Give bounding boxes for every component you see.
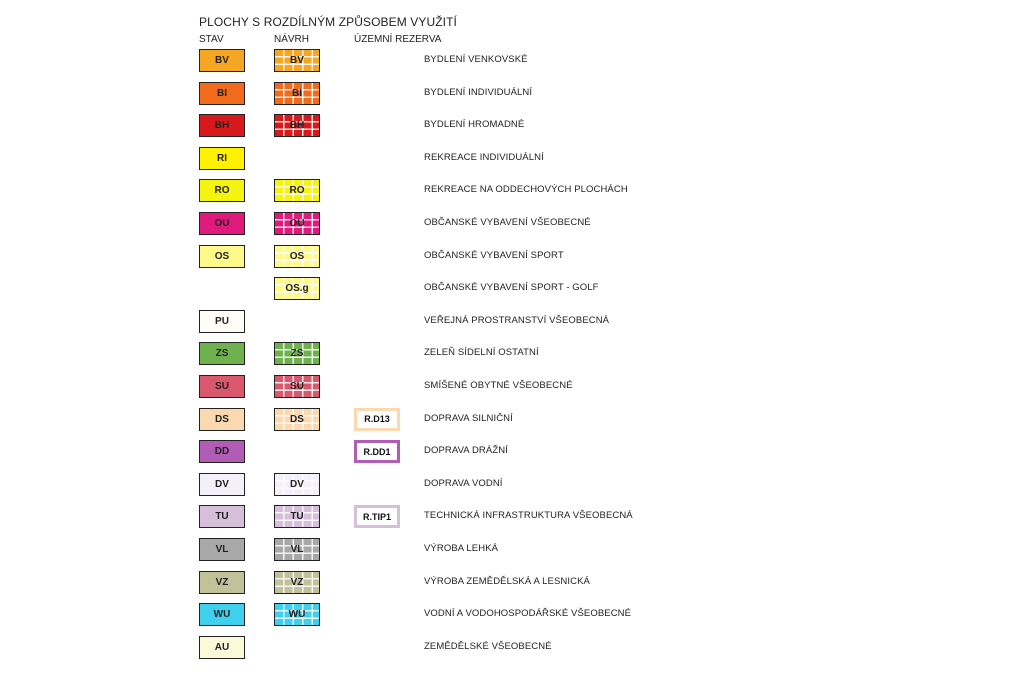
swatch-stav-label: AU xyxy=(214,641,230,653)
legend-row xyxy=(0,82,1024,106)
swatch-navrh-label: OS.g xyxy=(285,283,309,295)
legend-description: REKREACE NA ODDECHOVÝCH PLOCHÁCH xyxy=(424,184,628,196)
swatch-stav xyxy=(199,505,245,528)
swatch-stav-label: DV xyxy=(215,478,229,490)
legend-description: OBČANSKÉ VYBAVENÍ SPORT xyxy=(424,249,564,261)
swatch-navrh xyxy=(274,473,320,496)
swatch-stav-label: PU xyxy=(215,315,229,327)
swatch-navrh xyxy=(274,49,320,72)
swatch-stav-label: VL xyxy=(215,544,229,555)
swatch-rezerva xyxy=(354,440,400,463)
swatch-stav-label: TU xyxy=(215,511,229,523)
legend-description: ZEMĚDĚLSKÉ VŠEOBECNÉ xyxy=(424,640,552,652)
legend-description: SMÍŠENÉ OBYTNÉ VŠEOBECNÉ xyxy=(424,380,573,391)
legend-description: VÝROBA LEHKÁ xyxy=(424,543,499,554)
swatch-stav-label: OS xyxy=(214,250,230,262)
legend-row xyxy=(0,277,1024,301)
swatch-stav xyxy=(199,179,245,202)
swatch-navrh xyxy=(274,82,320,105)
swatch-rezerva-label: R.D13 xyxy=(364,414,390,425)
swatch-navrh-label: DV xyxy=(290,478,304,490)
swatch-stav xyxy=(199,147,245,170)
swatch-navrh-label: DS xyxy=(290,413,304,425)
swatch-navrh xyxy=(274,375,320,398)
swatch-stav-label: VZ xyxy=(215,576,229,588)
swatch-stav xyxy=(199,245,245,268)
swatch-navrh-label: OU xyxy=(289,218,305,229)
swatch-rezerva xyxy=(354,505,400,528)
legend-row xyxy=(0,603,1024,627)
swatch-navrh-label: ZS xyxy=(290,348,304,360)
legend-row xyxy=(0,538,1024,562)
swatch-navrh xyxy=(274,179,320,202)
swatch-navrh-label: RO xyxy=(289,185,305,197)
legend-description: BYDLENÍ VENKOVSKÉ xyxy=(424,54,528,65)
legend-description: OBČANSKÉ VYBAVENÍ VŠEOBECNÉ xyxy=(424,217,591,228)
legend-row xyxy=(0,636,1024,660)
legend-title: PLOCHY S ROZDÍLNÝM ZPŮSOBEM VYUŽITÍ xyxy=(199,15,457,29)
swatch-navrh-label: VL xyxy=(290,544,304,555)
swatch-stav-label: SU xyxy=(215,381,229,392)
column-header-navrh: NÁVRH xyxy=(274,34,310,45)
legend-row xyxy=(0,342,1024,366)
swatch-navrh xyxy=(274,538,320,561)
swatch-stav xyxy=(199,571,245,594)
swatch-stav-label: BI xyxy=(217,87,227,99)
legend-row xyxy=(0,505,1024,529)
swatch-stav-label: DS xyxy=(215,413,229,425)
swatch-stav xyxy=(199,538,245,561)
swatch-stav-label: RI xyxy=(217,152,227,164)
legend-row xyxy=(0,310,1024,334)
legend-description: BYDLENÍ HROMADNÉ xyxy=(424,119,525,131)
swatch-navrh xyxy=(274,603,320,626)
column-header-rezerva: ÚZEMNÍ REZERVA xyxy=(354,34,442,45)
swatch-stav xyxy=(199,212,245,235)
legend-description: VEŘEJNÁ PROSTRANSTVÍ VŠEOBECNÁ xyxy=(424,314,610,326)
swatch-navrh-label: BI xyxy=(292,87,302,99)
swatch-rezerva-label: R.DD1 xyxy=(363,446,391,457)
swatch-navrh xyxy=(274,277,320,300)
swatch-stav xyxy=(199,310,245,333)
swatch-stav xyxy=(199,342,245,365)
legend-description: REKREACE INDIVIDUÁLNÍ xyxy=(424,151,544,163)
legend-row xyxy=(0,473,1024,497)
swatch-stav xyxy=(199,49,245,72)
legend-description: VODNÍ A VODOHOSPODÁŘSKÉ VŠEOBECNÉ xyxy=(424,608,632,620)
swatch-navrh-label: VZ xyxy=(290,576,304,588)
swatch-stav-label: WU xyxy=(213,609,231,621)
legend-row xyxy=(0,375,1024,399)
swatch-navrh xyxy=(274,114,320,137)
swatch-navrh xyxy=(274,245,320,268)
legend-description: ZELEŇ SÍDELNÍ OSTATNÍ xyxy=(424,347,539,359)
swatch-navrh-label: SU xyxy=(290,381,304,392)
legend-row xyxy=(0,147,1024,171)
legend-row xyxy=(0,571,1024,595)
swatch-stav xyxy=(199,603,245,626)
swatch-stav xyxy=(199,375,245,398)
legend-row xyxy=(0,245,1024,269)
swatch-stav-label: BH xyxy=(214,120,230,132)
swatch-stav xyxy=(199,440,245,463)
legend-row xyxy=(0,179,1024,203)
legend-description: DOPRAVA SILNIČNÍ xyxy=(424,412,513,424)
swatch-stav-label: ZS xyxy=(215,348,229,360)
swatch-stav xyxy=(199,473,245,496)
legend-row xyxy=(0,114,1024,138)
swatch-stav xyxy=(199,82,245,105)
legend-description: TECHNICKÁ INFRASTRUKTURA VŠEOBECNÁ xyxy=(424,510,633,522)
swatch-navrh xyxy=(274,212,320,235)
swatch-navrh-label: BH xyxy=(289,120,305,132)
legend-description: BYDLENÍ INDIVIDUÁLNÍ xyxy=(424,86,533,98)
legend-description: OBČANSKÉ VYBAVENÍ SPORT - GOLF xyxy=(424,282,599,294)
legend-row xyxy=(0,49,1024,73)
swatch-stav xyxy=(199,408,245,431)
swatch-rezerva-label: R.TIP1 xyxy=(362,511,391,522)
swatch-stav-label: OU xyxy=(214,218,230,229)
swatch-navrh xyxy=(274,505,320,528)
swatch-stav-label: RO xyxy=(214,185,230,197)
swatch-rezerva xyxy=(354,408,400,431)
swatch-navrh-label: BV xyxy=(290,55,304,66)
swatch-navrh-label: OS xyxy=(289,250,305,262)
swatch-navrh xyxy=(274,408,320,431)
swatch-navrh-label: WU xyxy=(288,609,306,621)
swatch-navrh-label: TU xyxy=(290,511,304,523)
column-header-stav: STAV xyxy=(199,34,224,45)
legend-row xyxy=(0,440,1024,464)
swatch-stav xyxy=(199,636,245,659)
legend-row xyxy=(0,212,1024,236)
swatch-navrh xyxy=(274,342,320,365)
swatch-stav-label: BV xyxy=(215,55,229,66)
swatch-stav xyxy=(199,114,245,137)
legend-description: VÝROBA ZEMĚDĚLSKÁ A LESNICKÁ xyxy=(424,575,590,587)
swatch-stav-label: DD xyxy=(214,446,230,458)
legend-description: DOPRAVA VODNÍ xyxy=(424,477,503,489)
swatch-navrh xyxy=(274,571,320,594)
legend-description: DOPRAVA DRÁŽNÍ xyxy=(424,445,508,457)
legend-row xyxy=(0,408,1024,432)
